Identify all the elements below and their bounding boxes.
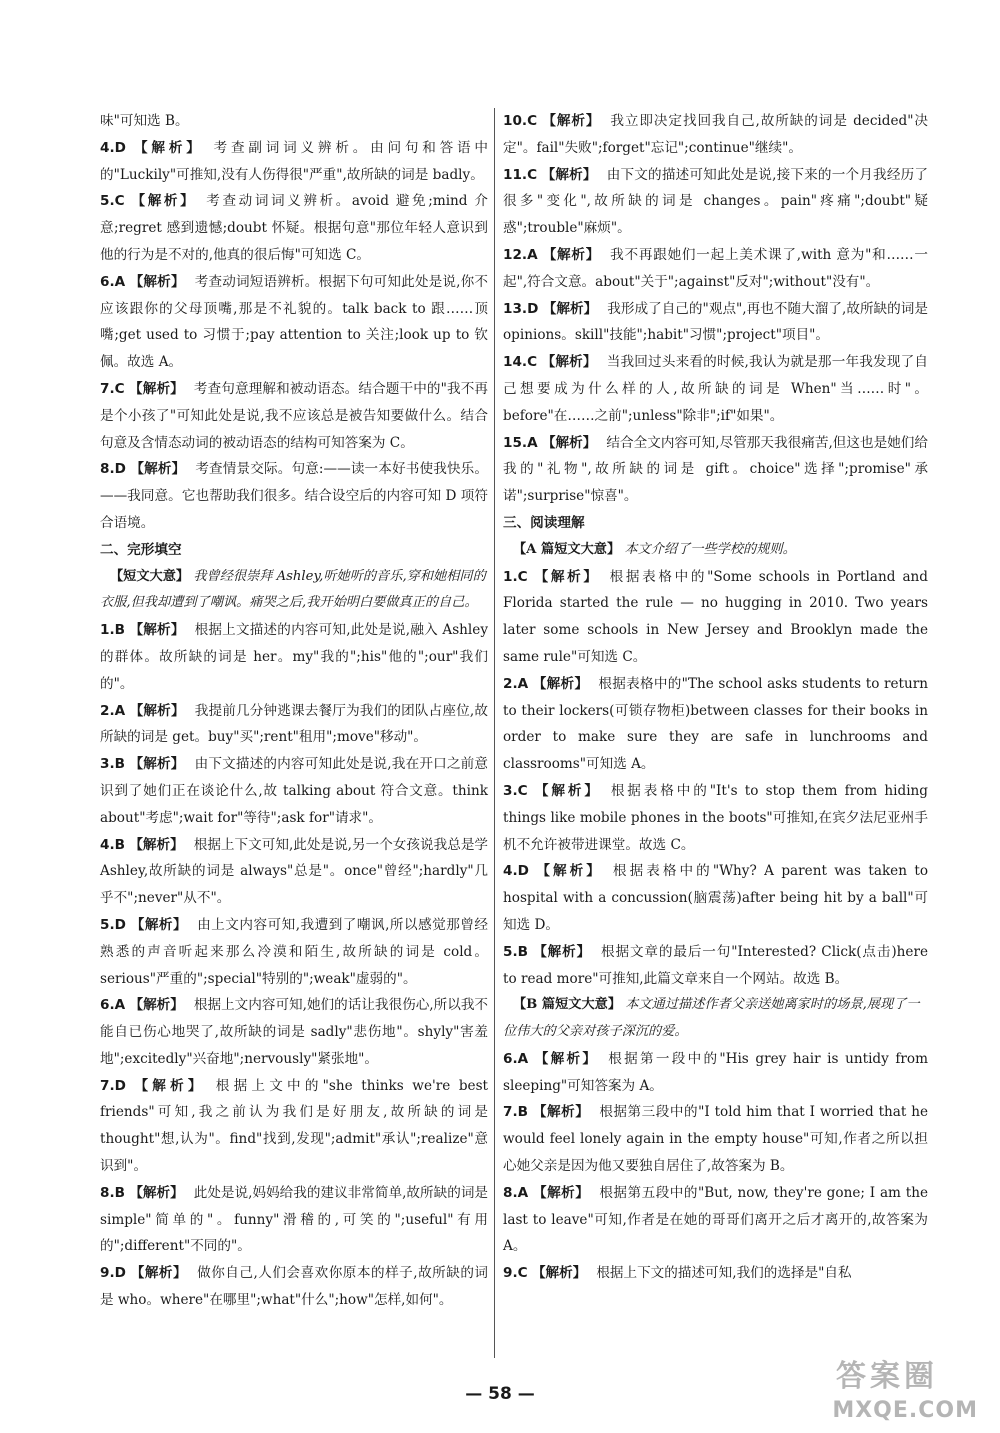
analysis-tag: 【解析】 [541, 166, 597, 183]
analysis-tag: 【解析】 [130, 461, 186, 478]
analysis-text: 考查动词短语辨析。根据下句可知此处是说,你不应该跟你的父母顶嘴,那是不礼貌的。talk back to 跟……顶嘴;get used to 习惯于;pay attention to 关注;look up to 钦佩。故选 A。 [100, 273, 488, 371]
answer-number: 11.C [503, 166, 538, 183]
answer-number: 8.D [100, 461, 126, 478]
analysis-tag: 【解析】 [130, 916, 188, 933]
answer-number: 4.D [503, 863, 529, 880]
answer-item [100, 912, 488, 992]
answer-item [100, 1260, 488, 1314]
analysis-tag: 【解析】 [531, 1265, 587, 1282]
analysis-text: 做你自己,人们会喜欢你原本的样子,故所缺的词是 who。where"在哪里";what"什么";how"怎样,如何"。 [100, 1265, 489, 1309]
answer-item [100, 832, 488, 912]
analysis-tag: 【解析】 [129, 622, 185, 639]
answer-item [100, 376, 488, 456]
analysis-tag: 【解析】 [129, 756, 185, 773]
analysis-text: 结合全文内容可知,尽管那天我很痛苦,但这也是她们给我的"礼物",故所缺的词是 gift。choice"选择";promise"承诺";surprise"惊喜"。 [503, 434, 929, 505]
answer-number: 15.A [503, 434, 538, 451]
answer-number: 7.D [100, 1077, 126, 1094]
passage-summary [503, 537, 928, 564]
page-number: — 58 — [465, 1384, 535, 1404]
analysis-text: 我提前几分钟逃课去餐厅为我们的团队占座位,故所缺的词是 get。buy"买";rent"租用";move"移动"。 [100, 702, 488, 746]
analysis-tag: 【解析】 [134, 1077, 206, 1094]
answer-number: 9.C [503, 1265, 528, 1282]
answer-number: 4.B [100, 836, 125, 853]
answer-item [503, 1260, 928, 1287]
watermark-url: MXQE.COM [832, 1398, 978, 1423]
analysis-tag: 【解析】 [542, 246, 601, 263]
answer-item [503, 242, 928, 296]
analysis-tag: 【解析】 [532, 675, 589, 692]
answer-item [100, 108, 488, 135]
answer-number: 1.B [100, 622, 125, 639]
answer-item [503, 162, 928, 242]
summary-text: 本文介绍了一些学校的规则。 [624, 541, 796, 557]
analysis-tag: 【解析】 [532, 1184, 590, 1201]
analysis-text: 由下文描述的内容可知此处是说,我在开口之前意识到了她们正在谈论什么,故 talking about 符合文意。think about"考虑";wait for"等待";ask for"请求"。 [100, 756, 488, 826]
analysis-text: 根据第一段中的"His grey hair is untidy from sleeping"可知答案为 A。 [503, 1050, 929, 1094]
watermark-logo-text: 答案圈 [836, 1359, 938, 1394]
analysis-tag: 【解析】 [541, 354, 597, 371]
analysis-text: 根据表格中的"The school asks students to return to their lockers(可锁存物柜)between classes for their books in order to make sure they are safe in lunchrooms and classrooms"可知选 A。 [503, 675, 929, 773]
analysis-tag: 【解析】 [534, 568, 600, 585]
answer-number: 5.B [503, 943, 528, 960]
analysis-text: 根据上下文可知,此处是说,另一个女孩说我总是学 Ashley,故所缺的词是 always"总是"。once"曾经";hardly"几乎不";never"从不"。 [100, 836, 489, 907]
analysis-text: 由下文的描述可知此处是说,接下来的一个月我经历了很多"变化",故所缺的词是 changes。pain"疼痛";doubt"疑惑";trouble"麻烦"。 [503, 166, 928, 237]
analysis-text: 我不再跟她们一起上美术课了,with 意为"和……一起",符合文意。about"关于";against"反对";without"没有"。 [503, 246, 929, 290]
answer-number: 5.C [100, 193, 125, 210]
answer-item [503, 1180, 928, 1260]
answer-number: 5.D [100, 916, 126, 933]
site-watermark [808, 1351, 978, 1423]
analysis-tag: 【解析】 [129, 836, 184, 853]
answer-number: 2.A [503, 675, 529, 692]
answer-item [503, 349, 928, 429]
answer-number: 6.A [100, 997, 126, 1014]
analysis-tag: 【解析】 [542, 113, 601, 129]
answer-item [503, 1099, 928, 1179]
analysis-tag: 【解析】 [129, 997, 184, 1014]
analysis-tag: 【解析】 [131, 193, 197, 210]
answer-item [503, 1046, 928, 1100]
answer-number: 4.D [100, 139, 126, 156]
analysis-text: 根据表格中的"Why? A parent was taken to hospital with a concussion(脑震荡)after being hit by a ball"可知选 D。 [503, 863, 929, 933]
answer-item [100, 188, 488, 268]
analysis-tag: 【解析】 [533, 943, 592, 960]
analysis-text: 根据第三段中的"I told him that I worried that he would feel lonely again in the empty house"可知,作者之所以担心她父亲是因为他又要独自居住了,故答案为 B。 [503, 1104, 928, 1175]
answer-item [503, 296, 928, 350]
answer-item [100, 751, 488, 831]
answer-number: 8.A [503, 1184, 529, 1201]
answer-number: 12.A [503, 246, 538, 263]
analysis-text: 当我回过头来看的时候,我认为就是那一年我发现了自己想要成为什么样的人,故所缺的词是 When"当……时"。before"在……之前";unless"除非";if"如果"。 [503, 354, 928, 424]
analysis-text: 根据上下文的描述可知,我们的选择是"自私 [596, 1265, 852, 1282]
answer-item [100, 1073, 488, 1180]
column-divider [494, 108, 495, 1358]
summary-label: 【B 篇短文大意】 [513, 997, 622, 1013]
analysis-text: 考查句意理解和被动语态。结合题干中的"我不再是个小孩了"可知此处是说,我不应该总是被告知要做什么。结合句意及含情态动词的被动语态的结构可知答案为 C。 [100, 380, 488, 451]
analysis-tag: 【解析】 [534, 782, 601, 799]
section-heading: 二、完形填空 [100, 541, 182, 558]
analysis-tag: 【解析】 [541, 434, 597, 451]
answer-number: 10.C [503, 113, 538, 129]
analysis-tag: 【解析】 [134, 139, 204, 156]
analysis-text: 考查情景交际。句意:——读一本好书使我快乐。——我同意。它也帮助我们很多。结合设空后的内容可知 D 项符合语境。 [100, 461, 488, 531]
answer-item [503, 939, 928, 993]
answer-number: 7.C [100, 380, 125, 397]
answer-number: 3.B [100, 756, 125, 773]
answer-item [100, 135, 488, 189]
answer-item [503, 671, 928, 778]
summary-text: 我曾经很崇拜 Ashley,听她听的音乐,穿和她相同的衣服,但我却遭到了嘲讽。痛哭之后,我开始明白要做真正的自己。 [100, 568, 486, 611]
answer-item [503, 858, 928, 938]
analysis-tag: 【解析】 [129, 1184, 184, 1201]
right-column [503, 108, 928, 1287]
passage-summary [100, 564, 488, 618]
analysis-text: 根据第五段中的"But, now, they're gone; I am the last to leave"可知,作者是在她的哥哥们离开之后才离开的,故答案为 A。 [503, 1184, 929, 1255]
left-column [100, 108, 488, 1314]
answer-number: 13.D [503, 300, 539, 317]
analysis-tag: 【解析】 [130, 1265, 188, 1282]
passage-summary [503, 992, 928, 1046]
analysis-tag: 【解析】 [534, 1050, 599, 1067]
answer-item [100, 992, 488, 1072]
analysis-text: 根据文章的最后一句"Interested? Click(点击)here to read more"可推知,此篇文章来自一个网站。故选 B。 [503, 943, 929, 987]
analysis-tag: 【解析】 [129, 273, 185, 290]
analysis-text: 根据表格中的"It's to stop them from hiding things like mobile phones in the boots"可推知,在宾夕法尼亚州手机不允许被带进课堂。故选 C。 [503, 782, 928, 853]
analysis-text: 我形成了自己的"观点",再也不随大溜了,故所缺的词是 opinions。skill"技能";habit"习惯";project"项目"。 [503, 300, 929, 344]
answer-item [100, 269, 488, 376]
analysis-tag: 【解析】 [532, 1104, 590, 1121]
answer-number: 3.C [503, 782, 528, 799]
answer-number: 6.A [100, 273, 126, 290]
answer-number: 9.D [100, 1265, 126, 1282]
analysis-tag: 【解析】 [536, 863, 603, 880]
analysis-text: 我立即决定找回我自己,故所缺的词是 decided"决定"。fail"失败";forget"忘记";continue"继续"。 [503, 113, 928, 156]
answer-number: 1.C [503, 568, 528, 585]
answer-item [503, 108, 928, 162]
analysis-tag: 【解析】 [129, 380, 184, 397]
analysis-text: 根据表格中的"Some schools in Portland and Florida started the rule — no hugging in 2010. Two years later some schools in New Jersey and Brooklyn made the same rule"可知选 C。 [503, 568, 929, 665]
analysis-text: 根据上文内容可知,她们的话让我很伤心,所以我不能自已伤心地哭了,故所缺的词是 sadly"悲伤地"。shyly"害羞地";excitedly"兴奋地";nervously"紧张地"。 [100, 997, 489, 1067]
analysis-tag: 【解析】 [542, 300, 598, 317]
answer-item [100, 1180, 488, 1260]
answer-item [100, 456, 488, 536]
answer-item [503, 778, 928, 858]
answer-number: 6.A [503, 1050, 529, 1067]
analysis-text: 根据上文描述的内容可知,此处是说,融入 Ashley 的群体。故所缺的词是 her。my"我的";his"他的";our"我们的"。 [100, 622, 489, 692]
analysis-text: 此处是说,妈妈给我的建议非常简单,故所缺的词是 simple"简单的"。funny"滑稽的,可笑的";useful"有用的";different"不同的"。 [100, 1184, 489, 1255]
analysis-tag: 【解析】 [129, 702, 185, 719]
answer-number: 14.C [503, 354, 538, 371]
answer-number: 2.A [100, 702, 126, 719]
answer-item [100, 698, 488, 752]
analysis-text: 考查动词词义辨析。avoid 避免;mind 介意;regret 感到遗憾;doubt 怀疑。根据句意"那位年轻人意识到他的行为是不对的,他真的很后悔"可知选 C。 [100, 193, 489, 263]
analysis-text: 根据上文中的"she thinks we're best friends"可知,我之前认为我们是好朋友,故所缺的词是 thought"想,认为"。find"找到,发现";admit"承认";realize"意识到"。 [100, 1077, 489, 1175]
section-heading: 三、阅读理解 [503, 514, 585, 531]
answer-number: 7.B [503, 1104, 528, 1121]
summary-text: 本文通过描述作者父亲送她离家时的场景,展现了一位伟大的父亲对孩子深沉的爱。 [503, 997, 920, 1040]
answer-item [100, 617, 488, 697]
answer-item [503, 564, 928, 671]
analysis-text: 味"可知选 B。 [100, 113, 189, 129]
analysis-text: 由上文内容可知,我遭到了嘲讽,所以感觉那曾经熟悉的声音听起来那么冷漠和陌生,故所缺的词是 cold。serious"严重的";special"特别的";weak"虚弱的"。 [100, 916, 489, 987]
answer-number: 8.B [100, 1184, 125, 1201]
summary-label: 【A 篇短文大意】 [513, 541, 621, 557]
summary-label: 【短文大意】 [110, 568, 190, 584]
analysis-text: 考查副词词义辨析。由问句和答语中的"Luckily"可推知,没有人伤得很"严重",故所缺的词是 badly。 [100, 139, 489, 183]
answer-item [503, 430, 928, 510]
